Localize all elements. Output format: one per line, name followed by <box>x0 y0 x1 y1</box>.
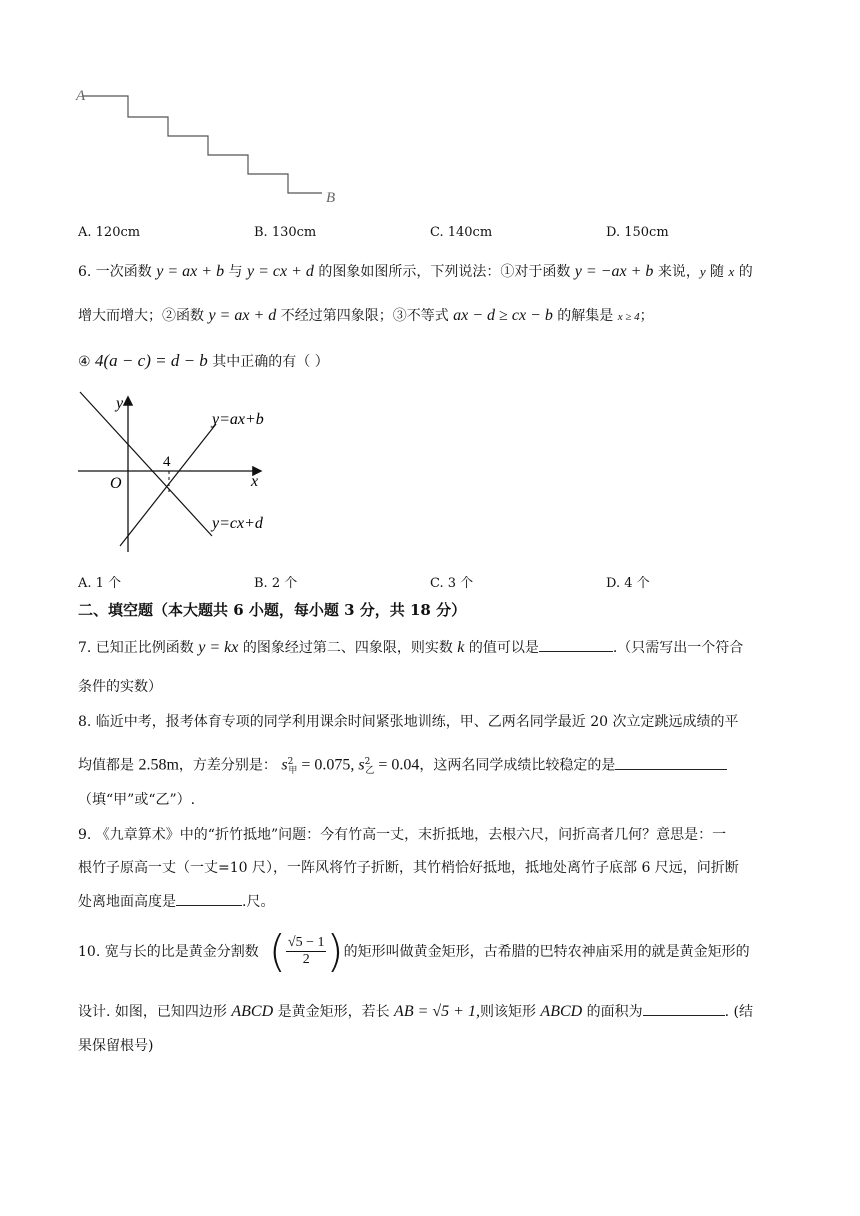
q10-line-2 <box>78 1001 753 1022</box>
answer-blank[interactable] <box>615 755 727 770</box>
q7-line-2: 条件的实数） <box>78 679 162 695</box>
golden-ratio-fraction <box>286 935 327 968</box>
line-cx-plus-d <box>80 392 212 536</box>
text: ，这两名同学成绩比较稳定的是 <box>419 757 616 774</box>
var: y <box>699 264 706 279</box>
q5-option-b: B. 130cm <box>254 225 317 240</box>
q9-line-3 <box>78 891 274 912</box>
text: 增大而增大；②函数 <box>78 308 209 324</box>
text: 的值可以是 <box>464 640 539 656</box>
text: 10. 宽与长的比是黄金分割数 <box>78 944 259 960</box>
value: = 0.04 <box>374 756 420 774</box>
q10-line-3: 果保留根号) <box>78 1038 154 1054</box>
line-label-ax-b: y=ax+b <box>212 411 264 428</box>
x-axis-label: x <box>251 473 259 490</box>
section-heading: 二、填空题（本大题共 6 小题，每小题 3 分，共 18 分） <box>78 601 467 619</box>
q6-line-2 <box>78 306 654 327</box>
var: k <box>457 639 465 656</box>
text: 的面积为 <box>582 1004 643 1020</box>
text: 其中正确的有（ ） <box>207 354 329 370</box>
text: ④ <box>78 354 96 370</box>
text: 设计. 如图，已知四边形 <box>78 1004 232 1020</box>
formula: ABCD <box>540 1003 583 1020</box>
text: 6. 一次函数 <box>78 264 157 280</box>
q9-line-2: 根竹子原高一丈（一丈=10 尺），一阵风将竹子折断，其竹梢恰好抵地，抵地处离竹子底部 6 尺远，问折断 <box>78 860 739 876</box>
left-paren: ( <box>268 925 286 977</box>
value: 2.58m <box>138 756 179 774</box>
value: = 0.075, <box>297 756 359 774</box>
text: 来说， <box>653 264 700 280</box>
sub-yi: 乙 <box>365 766 375 777</box>
q9-line-1: 9. 《九章算术》中的“折竹抵地”问题：今有竹高一丈，末折抵地，去根六尺，问折高者几何？意思是：一 <box>78 827 727 843</box>
formula: ax − d ≥ cx − b <box>453 307 553 324</box>
text: 均值都是 <box>78 757 139 774</box>
var: x <box>728 264 735 279</box>
staircase-path <box>82 96 322 193</box>
point-a-label: A <box>76 88 86 104</box>
y-axis-label: y <box>116 395 124 412</box>
q8-line-3: （填“甲”或“乙”）. <box>78 792 196 808</box>
line-ax-plus-b <box>120 424 216 546</box>
numerator: √5 − 1 <box>287 934 325 950</box>
q8-line-2: 均值都是 2.58m，方差分别是： $s^2_甲 = 0.075$, $s^2_乙 = 0.04$，这两名同学成绩比较稳定的是 <box>78 752 727 781</box>
text: 随 <box>705 264 729 280</box>
staircase-figure <box>74 84 354 214</box>
formula: ABCD <box>231 1003 274 1020</box>
text: ； <box>639 308 654 324</box>
q6-graph <box>70 390 290 560</box>
origin-label: O <box>110 475 122 492</box>
text: . (结 <box>724 1004 754 1020</box>
text: 的 <box>734 264 753 280</box>
q6-option-a: A. 1 个 <box>78 576 122 591</box>
answer-blank[interactable] <box>176 891 242 906</box>
tick-four-label: 4 <box>163 454 171 470</box>
text: .尺。 <box>242 894 275 910</box>
text: 的图象如图所示，下列说法：①对于函数 <box>313 264 575 280</box>
text: .（只需写出一个符合 <box>612 640 744 656</box>
text: 则该矩形 <box>479 1004 541 1020</box>
formula: y = kx <box>198 639 239 656</box>
formula: 4(a − c) = d − b <box>95 351 208 370</box>
right-paren: ) <box>326 925 344 977</box>
answer-blank[interactable] <box>643 1001 725 1016</box>
q6-option-c: C. 3 个 <box>430 576 474 591</box>
formula: y = cx + d <box>246 263 314 280</box>
q5-option-c: C. 140cm <box>430 225 493 240</box>
text: 不经过第四象限；③不等式 <box>276 308 454 324</box>
sub-jia: 甲 <box>288 766 298 777</box>
q5-option-d: D. 150cm <box>606 225 669 240</box>
answer-blank[interactable] <box>539 637 613 652</box>
q8-line-1: 8. 临近中考，报考体育专项的同学利用课余时间紧张地训练，甲、乙两名同学最近 20 次立定跳远成绩的平 <box>78 714 739 730</box>
q7-line-1 <box>78 637 743 658</box>
line-label-cx-d: y=cx+d <box>212 515 263 532</box>
text: 7. 已知正比例函数 <box>78 640 199 656</box>
q10-line-1 <box>78 922 750 980</box>
text: 的矩形叫做黄金矩形，古希腊的巴特农神庙采用的就是黄金矩形的 <box>343 944 750 960</box>
text: 处离地面高度是 <box>78 894 176 910</box>
formula: AB = √5 + 1, <box>394 1003 480 1020</box>
variance-s: s <box>281 756 288 774</box>
q6-line-3 <box>78 351 329 372</box>
text: 是黄金矩形，若长 <box>273 1004 395 1020</box>
formula: y = ax + d <box>208 307 277 324</box>
denominator: 2 <box>302 951 310 967</box>
q6-option-b: B. 2 个 <box>254 576 298 591</box>
q6-option-d: D. 4 个 <box>606 576 650 591</box>
formula: y = −ax + b <box>574 263 654 280</box>
formula: x ≥ 4 <box>617 311 640 323</box>
point-b-label: B <box>326 190 336 206</box>
text: 的图象经过第二、四象限，则实数 <box>238 640 458 656</box>
variance-s: s <box>358 756 365 774</box>
text: 的解集是 <box>552 308 618 324</box>
text: ，方差分别是： <box>178 757 277 774</box>
q6-line-1 <box>78 262 753 282</box>
formula: y = ax + b <box>156 263 225 280</box>
text: 与 <box>224 264 247 280</box>
q5-option-a: A. 120cm <box>78 225 141 240</box>
